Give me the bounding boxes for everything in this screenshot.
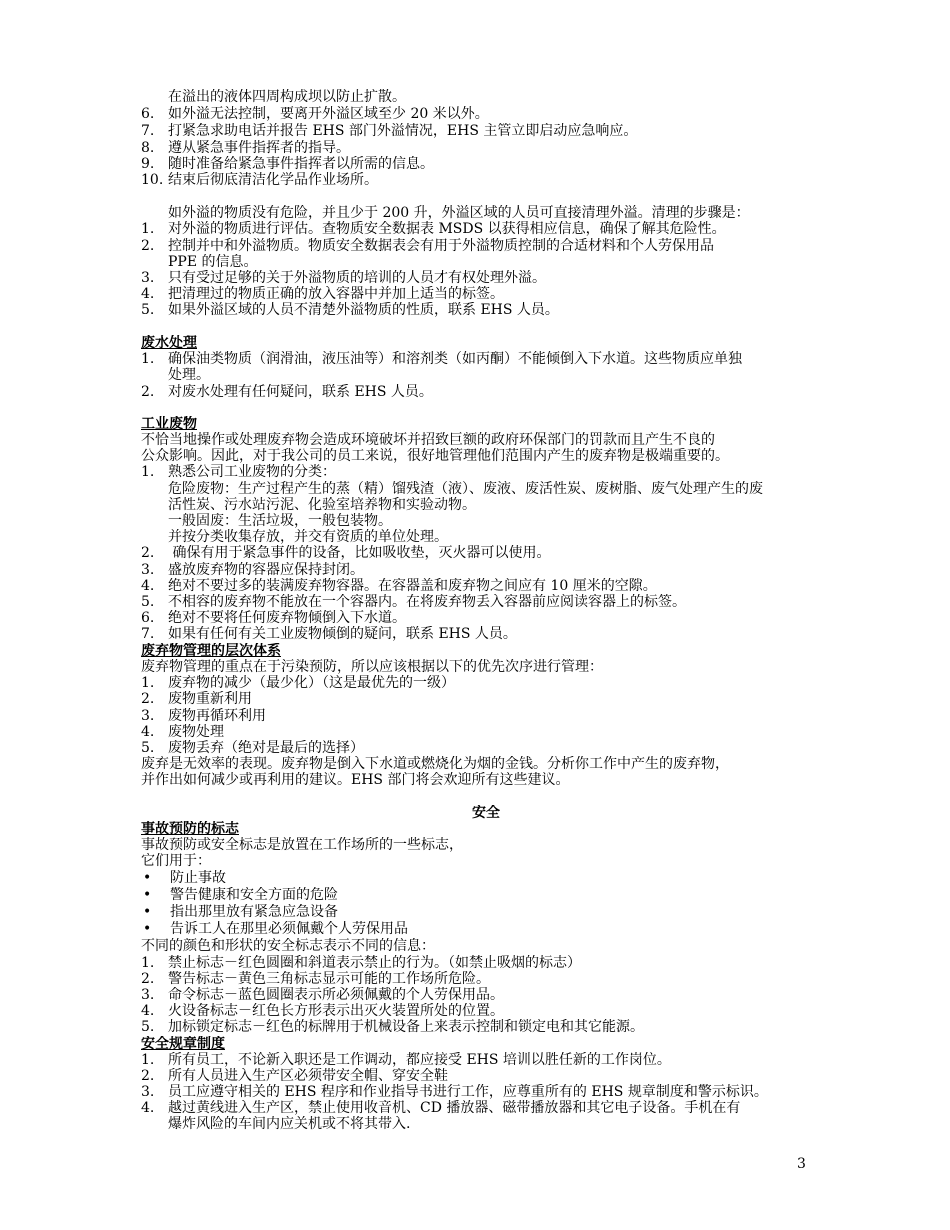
- item-text: 绝对不要将任何废弃物倾倒入下水道。: [168, 610, 406, 626]
- item-text: 所有员工，不论新入职还是工作调动，都应接受 EHS 培训以胜任新的工作岗位。: [168, 1052, 671, 1068]
- item-text: 绝对不要过多的装满废弃物容器。在容器盖和废弃物之间应有 10 厘米的空隙。: [168, 578, 657, 594]
- item-number: 2.: [141, 971, 155, 987]
- list-item: [141, 1068, 831, 1085]
- item-number: 7.: [141, 626, 155, 642]
- item-text: 确保有用于紧急事件的设备，比如吸收垫，灭火器可以使用。: [168, 545, 551, 561]
- item-text: 废弃物的减少（最少化）（这是最优先的一级）: [168, 675, 455, 691]
- list-item: [141, 971, 831, 988]
- item-number: 5.: [141, 594, 155, 610]
- list-item: [141, 106, 831, 123]
- paragraph-line: 不恰当地操作或处理废弃物会造成环境破坏并招致巨额的政府环保部门的罚款而且产生不良的: [141, 432, 715, 448]
- list-item: [141, 221, 831, 238]
- item-text: 火设备标志－红色长方形表示出灭火装置所处的位置。: [168, 1003, 504, 1019]
- item-number: 5.: [141, 740, 155, 756]
- item-number: 1.: [141, 675, 155, 691]
- section-title-wastewater: 废水处理: [141, 335, 197, 351]
- item-text: 不相容的废弃物不能放在一个容器内。在将废弃物丢入容器前应阅读容器上的标签。: [168, 594, 686, 610]
- bullet-text: 警告健康和安全方面的危险: [170, 887, 338, 903]
- bullet-text: 防止事故: [170, 870, 226, 886]
- item-number: 3.: [141, 987, 155, 1003]
- list-item: [141, 626, 831, 643]
- sub-text: 一般固废：生活垃圾，一般包装物。: [168, 513, 392, 529]
- list-item: [141, 1019, 831, 1036]
- bullet-icon: •: [143, 887, 152, 903]
- section-heading-safety: 安全: [472, 805, 500, 821]
- bullet-item: [141, 887, 831, 904]
- list-item: [141, 1052, 831, 1069]
- item-number: 5.: [141, 1019, 155, 1035]
- item-number: 2.: [141, 545, 155, 561]
- item-text: 所有人员进入生产区必须带安全帽、穿安全鞋: [168, 1068, 448, 1084]
- list-item: [141, 691, 831, 708]
- item-number: 2.: [141, 1068, 155, 1084]
- item-text: 爆炸风险的车间内应关机或不将其带入.: [168, 1116, 411, 1132]
- sub-text: 并按分类收集存放，并交有资质的单位处理。: [168, 529, 448, 545]
- paragraph-line: 并作出如何减少或再利用的建议。EHS 部门将会欢迎所有这些建议。: [141, 772, 570, 788]
- list-item: [141, 987, 831, 1004]
- item-text: 废物重新利用: [168, 691, 252, 707]
- item-number: 4.: [141, 1100, 155, 1116]
- item-text: 命令标志－蓝色圆圈表示所必须佩戴的个人劳保用品。: [168, 987, 504, 1003]
- list-item: [141, 351, 831, 368]
- item-text: 处理。: [168, 367, 210, 383]
- item-text: 如果有任何有关工业废物倾倒的疑问，联系 EHS 人员。: [168, 626, 517, 642]
- item-text: 如外溢无法控制，要离开外溢区域至少 20 米以外。: [168, 106, 489, 122]
- paragraph-line: 废弃是无效率的表现。废弃物是倒入下水道或燃烧化为烟的金钱。分析你工作中产生的废弃物，: [141, 756, 729, 772]
- bullet-icon: •: [143, 870, 152, 886]
- list-item: [141, 740, 831, 757]
- list-item: [141, 464, 831, 481]
- bullet-item: [141, 870, 831, 887]
- item-text: 只有受过足够的关于外溢物质的培训的人员才有权处理外溢。: [168, 270, 546, 286]
- list-item: [141, 578, 831, 595]
- item-number: 2.: [141, 384, 155, 400]
- item-text: 把清理过的物质正确的放入容器中并加上适当的标签。: [168, 286, 504, 302]
- item-text: 员工应遵守相关的 EHS 程序和作业指导书进行工作，应尊重所有的 EHS 规章制度和警示标识。: [168, 1084, 768, 1100]
- sub-text: 活性炭、污水站污泥、化验室培养物和实验动物。: [168, 497, 476, 513]
- list-item: [141, 562, 831, 579]
- item-number: 2.: [141, 691, 155, 707]
- list-item: [141, 955, 831, 972]
- item-text: PPE 的信息。: [168, 254, 258, 270]
- list-item: [141, 302, 831, 319]
- list-item: [141, 1084, 831, 1101]
- item-text: 废物再循环利用: [168, 708, 266, 724]
- item-text: 越过黄线进入生产区，禁止使用收音机、CD 播放器、磁带播放器和其它电子设备。手机在有: [168, 1100, 741, 1116]
- paragraph-line: 它们用于：: [141, 853, 211, 869]
- item-number: 1.: [141, 221, 155, 237]
- bullet-item: [141, 921, 831, 938]
- list-item: [141, 594, 831, 611]
- item-text: 禁止标志－红色圆圈和斜道表示禁止的行为。（如禁止吸烟的标志）: [168, 955, 581, 971]
- bullet-item: [141, 904, 831, 921]
- list-item: [141, 140, 831, 157]
- list-item-continuation: [141, 367, 831, 384]
- item-text: 遵从紧急事件指挥者的指导。: [168, 140, 350, 156]
- item-number: 8.: [141, 140, 155, 156]
- list-item: [141, 1100, 831, 1117]
- item-number: 1.: [141, 464, 155, 480]
- section-title-signs: 事故预防的标志: [141, 821, 239, 837]
- list-item: [141, 724, 831, 741]
- list-item: [141, 156, 831, 173]
- paragraph-line: 公众影响。因此，对于我公司的员工来说，很好地管理他们范围内产生的废弃物是极端重要的。: [141, 448, 729, 464]
- list-item: [141, 270, 831, 287]
- paragraph-line: 废弃物管理的重点在于污染预防，所以应该根据以下的优先次序进行管理：: [141, 659, 603, 675]
- item-number: 1.: [141, 1052, 155, 1068]
- item-number: 7.: [141, 123, 155, 139]
- sub-text: 危险废物：生产过程产生的蒸（精）馏残渣（液）、废液、废活性炭、废树脂、废气处理产生的废: [168, 481, 763, 497]
- item-number: 5.: [141, 302, 155, 318]
- item-text: 结束后彻底清洁化学品作业场所。: [168, 172, 378, 188]
- list-item: [141, 675, 831, 692]
- section-title-industrial-waste: 工业废物: [141, 416, 197, 432]
- item-number: 3.: [141, 270, 155, 286]
- list-item: [141, 1003, 831, 1020]
- list-item: [141, 238, 831, 255]
- item-text: 确保油类物质（润滑油，液压油等）和溶剂类（如丙酮）不能倾倒入下水道。这些物质应单独: [168, 351, 742, 367]
- list-item: [141, 545, 831, 562]
- list-item: [141, 286, 831, 303]
- cleanup-intro: 如外溢的物质没有危险，并且少于 200 升，外溢区域的人员可直接清理外溢。清理的步骤是：: [168, 205, 750, 221]
- bullet-text: 告诉工人在那里必须佩戴个人劳保用品: [170, 921, 408, 937]
- item-text: 熟悉公司工业废物的分类：: [168, 464, 336, 480]
- item-number: 9.: [141, 156, 155, 172]
- item-text: 打紧急求助电话并报告 EHS 部门外溢情况，EHS 主管立即启动应急响应。: [168, 123, 638, 139]
- item-number: 1.: [141, 351, 155, 367]
- item-number: 10.: [141, 172, 164, 188]
- item-number: 4.: [141, 286, 155, 302]
- item-text: 随时准备给紧急事件指挥者以所需的信息。: [168, 156, 434, 172]
- item-text: 盛放废弃物的容器应保持封闭。: [168, 562, 364, 578]
- item-number: 2.: [141, 238, 155, 254]
- bullet-icon: •: [143, 904, 152, 920]
- section-title-waste-hierarchy: 废弃物管理的层次体系: [141, 643, 281, 659]
- item-text: 控制并中和外溢物质。物质安全数据表会有用于外溢物质控制的合适材料和个人劳保用品: [168, 238, 714, 254]
- item-number: 4.: [141, 1003, 155, 1019]
- item-number: 4.: [141, 578, 155, 594]
- list-item: [141, 384, 831, 401]
- list-item-continuation: [141, 1116, 831, 1133]
- list-item: [141, 123, 831, 140]
- item-number: 1.: [141, 955, 155, 971]
- item-text: 如果外溢区域的人员不清楚外溢物质的性质，联系 EHS 人员。: [168, 302, 559, 318]
- paragraph-line: 事故预防或安全标志是放置在工作场所的一些标志，: [141, 837, 463, 853]
- section-title-safety-rules: 安全规章制度: [141, 1036, 225, 1052]
- item-text: 对废水处理有任何疑问，联系 EHS 人员。: [168, 384, 433, 400]
- bullet-icon: •: [143, 921, 152, 937]
- item-number: 3.: [141, 1084, 155, 1100]
- list-item-continuation: [141, 254, 831, 271]
- list-item: [141, 172, 831, 189]
- item-text: 废物处理: [168, 724, 224, 740]
- item-number: 6.: [141, 106, 155, 122]
- item-text: 加标锁定标志－红色的标牌用于机械设备上来表示控制和锁定电和其它能源。: [168, 1019, 644, 1035]
- item-text: 对外溢的物质进行评估。查物质安全数据表 MSDS 以获得相应信息，确保了解其危险性。: [168, 221, 726, 237]
- item-number: 4.: [141, 724, 155, 740]
- bullet-text: 指出那里放有紧急应急设备: [170, 904, 338, 920]
- item-text: 废物丢弃（绝对是最后的选择）: [168, 740, 364, 756]
- page-number: 3: [797, 1156, 806, 1172]
- list-item: [141, 610, 831, 627]
- item-number: 3.: [141, 562, 155, 578]
- list-item: [141, 708, 831, 725]
- paragraph-line: 不同的颜色和形状的安全标志表示不同的信息：: [141, 938, 435, 954]
- item-number: 6.: [141, 610, 155, 626]
- spill-continuation: 在溢出的液体四周构成坝以防止扩散。: [168, 89, 406, 105]
- item-text: 警告标志－黄色三角标志显示可能的工作场所危险。: [168, 971, 490, 987]
- item-number: 3.: [141, 708, 155, 724]
